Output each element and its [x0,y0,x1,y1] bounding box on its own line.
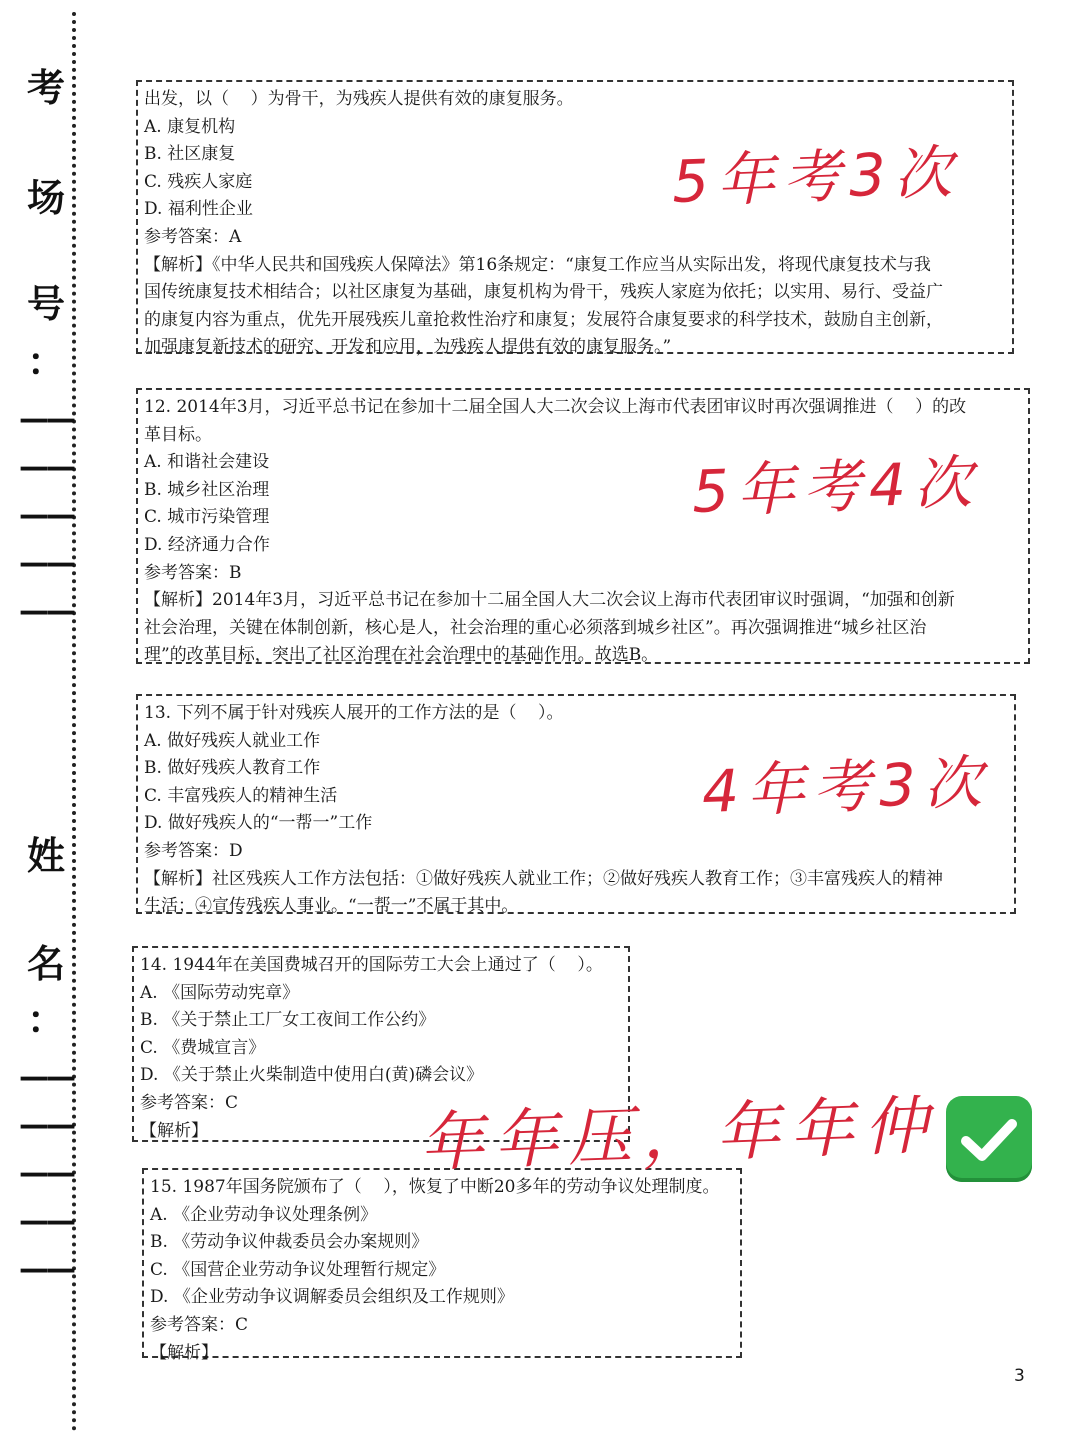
option-b: B. 做好残疾人教育工作 [144,758,321,779]
margin-dash: —— [19,594,73,629]
margin-char: 号 [26,282,65,326]
handwritten-note: 5年考4次 [690,447,981,527]
reference-answer: 参考答案：A [144,226,242,247]
question-stem: 15. 1987年国务院颁布了（ ），恢复了中断20多年的劳动争议处理制度。 [150,1177,720,1197]
option-c: C. 残疾人家庭 [144,171,253,192]
option-a: A. 和谐社会建设 [144,452,270,473]
check-mark-glyph [946,1096,1032,1182]
question-box [142,1168,742,1363]
explanation: 【解析】 [150,1342,218,1363]
margin-dash: —— [19,402,73,437]
handwritten-note: 5年考3次 [670,137,961,217]
reference-answer: 参考答案：D [144,840,243,861]
option-d: D. 福利性企业 [144,199,253,220]
margin-dash: —— [19,1060,73,1095]
explanation: 【解析】 [140,1120,208,1141]
option-a: A. 《企业劳动争议处理条例》 [150,1204,378,1225]
explanation: 理”的改革目标，突出了社区治理在社会治理中的基础作用。故选B。 [144,645,659,666]
option-a: A. 做好残疾人就业工作 [144,730,321,751]
margin-char: ： [26,340,65,384]
option-a: A. 《国际劳动宪章》 [140,982,300,1003]
explanation: 【解析】社区残疾人工作方法包括：①做好残疾人就业工作；②做好残疾人教育工作；③丰富残疾人的精神 [144,868,943,889]
question-stem: 出发，以（ ）为骨干，为残疾人提供有效的康复服务。 [144,89,574,109]
option-d: D. 经济通力合作 [144,534,270,555]
margin-dash: —— [19,498,73,533]
exam-info-margin [0,0,78,1440]
question-box [136,80,1014,358]
option-b: B. 《劳动争议仲裁委员会办案规则》 [150,1232,429,1253]
option-d: D. 《企业劳动争议调解委员会组织及工作规则》 [150,1287,514,1308]
margin-char: 名 [26,942,65,986]
page-number: 3 [1014,1366,1025,1386]
reference-answer: 参考答案：C [140,1092,239,1113]
explanation: 【解析】2014年3月，习近平总书记在参加十二届全国人大二次会议上海市代表团审议时强调，“加强和创新 [144,590,955,611]
explanation: 加强康复新技术的研究、开发和应用，为残疾人提供有效的康复服务。” [144,337,672,358]
margin-dash: —— [19,546,73,581]
check-mark-icon [946,1096,1032,1182]
option-b: B. 城乡社区治理 [144,479,270,500]
question-stem: 12. 2014年3月，习近平总书记在参加十二届全国人大二次会议上海市代表团审议时再次强调推进（ ）的改 [144,397,967,417]
option-c: C. 城市污染管理 [144,507,270,528]
margin-dash: —— [19,1204,73,1239]
reference-answer: 参考答案：C [150,1314,249,1335]
explanation: 的康复内容为重点，优先开展残疾儿童抢救性治疗和康复；发展符合康复要求的科学技术，鼓励自主创新， [144,309,943,330]
reference-answer: 参考答案：B [144,562,242,583]
option-d: D. 《关于禁止火柴制造中使用白(黄)磷会议》 [140,1065,484,1086]
option-a: A. 康复机构 [144,116,236,137]
question-box [136,388,1030,664]
option-d: D. 做好残疾人的“一帮一”工作 [144,813,373,834]
margin-dash: —— [19,1156,73,1191]
margin-char: 考 [26,66,65,110]
option-b: B. 社区康复 [144,144,236,165]
handwritten-note: 4年考3次 [700,747,991,827]
explanation: 【解析】《中华人民共和国残疾人保障法》第16条规定：“康复工作应当从实际出发，将现代康复技术与我 [144,254,931,275]
handwritten-note: 年年压，年年仲 [418,1088,940,1182]
question-stem: 13. 下列不属于针对残疾人展开的工作方法的是（ ）。 [144,703,564,723]
option-c: C. 《国营企业劳动争议处理暂行规定》 [150,1259,446,1280]
margin-dash: —— [19,1252,73,1287]
margin-char: ： [26,998,65,1042]
option-b: B. 《关于禁止工厂女工夜间工作公约》 [140,1010,436,1031]
explanation: 生活；④宣传残疾人事业。“一帮一”不属于其中。 [144,896,519,917]
margin-dash: —— [19,450,73,485]
option-c: C. 《费城宣言》 [140,1037,266,1058]
option-c: C. 丰富残疾人的精神生活 [144,785,338,806]
question-stem: 革目标。 [144,424,212,445]
margin-char: 场 [26,176,65,220]
explanation: 国传统康复技术相结合；以社区康复为基础，康复机构为骨干，残疾人家庭为依托；以实用、易行、受益广 [144,282,943,303]
margin-char: 姓 [26,834,65,878]
question-stem: 14. 1944年在美国费城召开的国际劳工大会上通过了（ ）。 [140,955,603,975]
explanation: 社会治理，关键在体制创新，核心是人，社会治理的重心必须落到城乡社区”。再次强调推进“城乡社区治 [144,617,927,638]
margin-dash: —— [19,1108,73,1143]
